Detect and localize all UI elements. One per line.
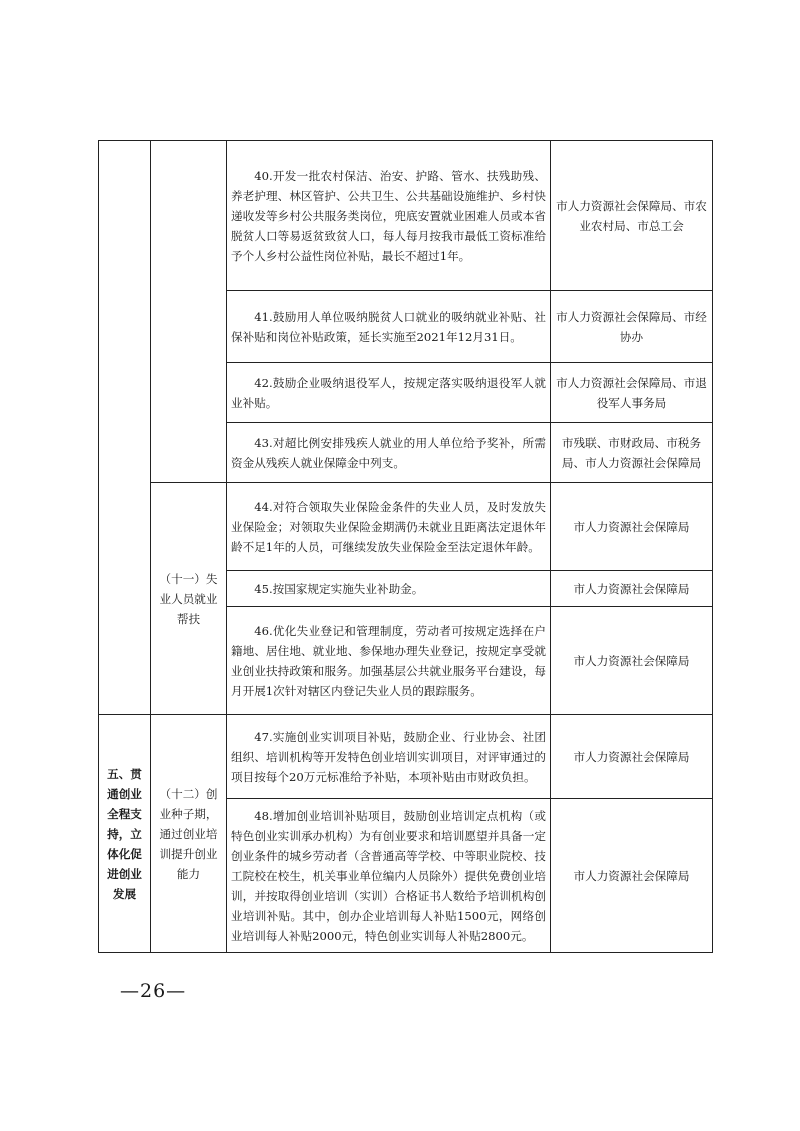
policy-table (98, 140, 713, 953)
responsible-dept: 市人力资源社会保障局、市经协办 (551, 291, 713, 363)
page-number: —26— (120, 980, 187, 1002)
responsible-dept: 市人力资源社会保障局 (551, 483, 713, 571)
table-row (99, 715, 713, 799)
policy-item-text: 46.优化失业登记和管理制度，劳动者可按规定选择在户籍地、居住地、就业地、参保地办理失业登记，按规定享受就业创业扶持政策和服务。加强基层公共就业服务平台建设，每月开展1次针对辖区内登记失业人员的跟踪服务。 (227, 607, 551, 715)
subsection-label: （十一）失业人员就业帮扶 (151, 483, 227, 715)
policy-item-text: 42.鼓励企业吸纳退役军人，按规定落实吸纳退役军人就业补贴。 (227, 363, 551, 423)
policy-item-text: 45.按国家规定实施失业补助金。 (227, 571, 551, 607)
table-row (99, 141, 713, 291)
responsible-dept: 市人力资源社会保障局 (551, 715, 713, 799)
responsible-dept: 市人力资源社会保障局 (551, 607, 713, 715)
policy-item-text: 47.实施创业实训项目补贴，鼓励企业、行业协会、社团组织、培训机构等开发特色创业培训实训项目，对评审通过的项目按每个20万元标准给予补贴，本项补贴由市财政负担。 (227, 715, 551, 799)
responsible-dept: 市人力资源社会保障局 (551, 571, 713, 607)
responsible-dept: 市残联、市财政局、市税务局、市人力资源社会保障局 (551, 423, 713, 483)
section-label: 五、贯通创业全程支持，立体化促进创业发展 (99, 715, 151, 953)
responsible-dept: 市人力资源社会保障局、市退役军人事务局 (551, 363, 713, 423)
policy-item-text: 48.增加创业培训补贴项目，鼓励创业培训定点机构（或特色创业实训承办机构）为有创业要求和培训愿望并具备一定创业条件的城乡劳动者（含普通高等学校、中等职业院校、技工院校在校生，机关事业单位编内人员除外）提供免费创业培训，并按取得创业培训（实训）合格证书人数给予培训机构创业培训补贴。其中，创办企业培训每人补贴1500元，网络创业培训每人补贴2000元，特色创业实训每人补贴2800元。 (227, 799, 551, 953)
policy-item-text: 43.对超比例安排残疾人就业的用人单位给予奖补，所需资金从残疾人就业保障金中列支。 (227, 423, 551, 483)
policy-item-text: 44.对符合领取失业保险金条件的失业人员，及时发放失业保险金；对领取失业保险金期满仍未就业且距离法定退休年龄不足1年的人员，可继续发放失业保险金至法定退休年龄。 (227, 483, 551, 571)
policy-item-text: 40.开发一批农村保洁、治安、护路、管水、扶残助残、养老护理、林区管护、公共卫生、公共基础设施维护、乡村快递收发等乡村公共服务类岗位，兜底安置就业困难人员或本省脱贫人口等易返贫致贫人口，每人每月按我市最低工资标准给予个人乡村公益性岗位补贴，最长不超过1年。 (227, 141, 551, 291)
subsection-label: （十二）创业种子期，通过创业培训提升创业能力 (151, 715, 227, 953)
section-label (99, 141, 151, 715)
subsection-label (151, 141, 227, 483)
policy-item-text: 41.鼓励用人单位吸纳脱贫人口就业的吸纳就业补贴、社保补贴和岗位补贴政策，延长实施至2021年12月31日。 (227, 291, 551, 363)
table-row (99, 483, 713, 571)
responsible-dept: 市人力资源社会保障局 (551, 799, 713, 953)
responsible-dept: 市人力资源社会保障局、市农业农村局、市总工会 (551, 141, 713, 291)
